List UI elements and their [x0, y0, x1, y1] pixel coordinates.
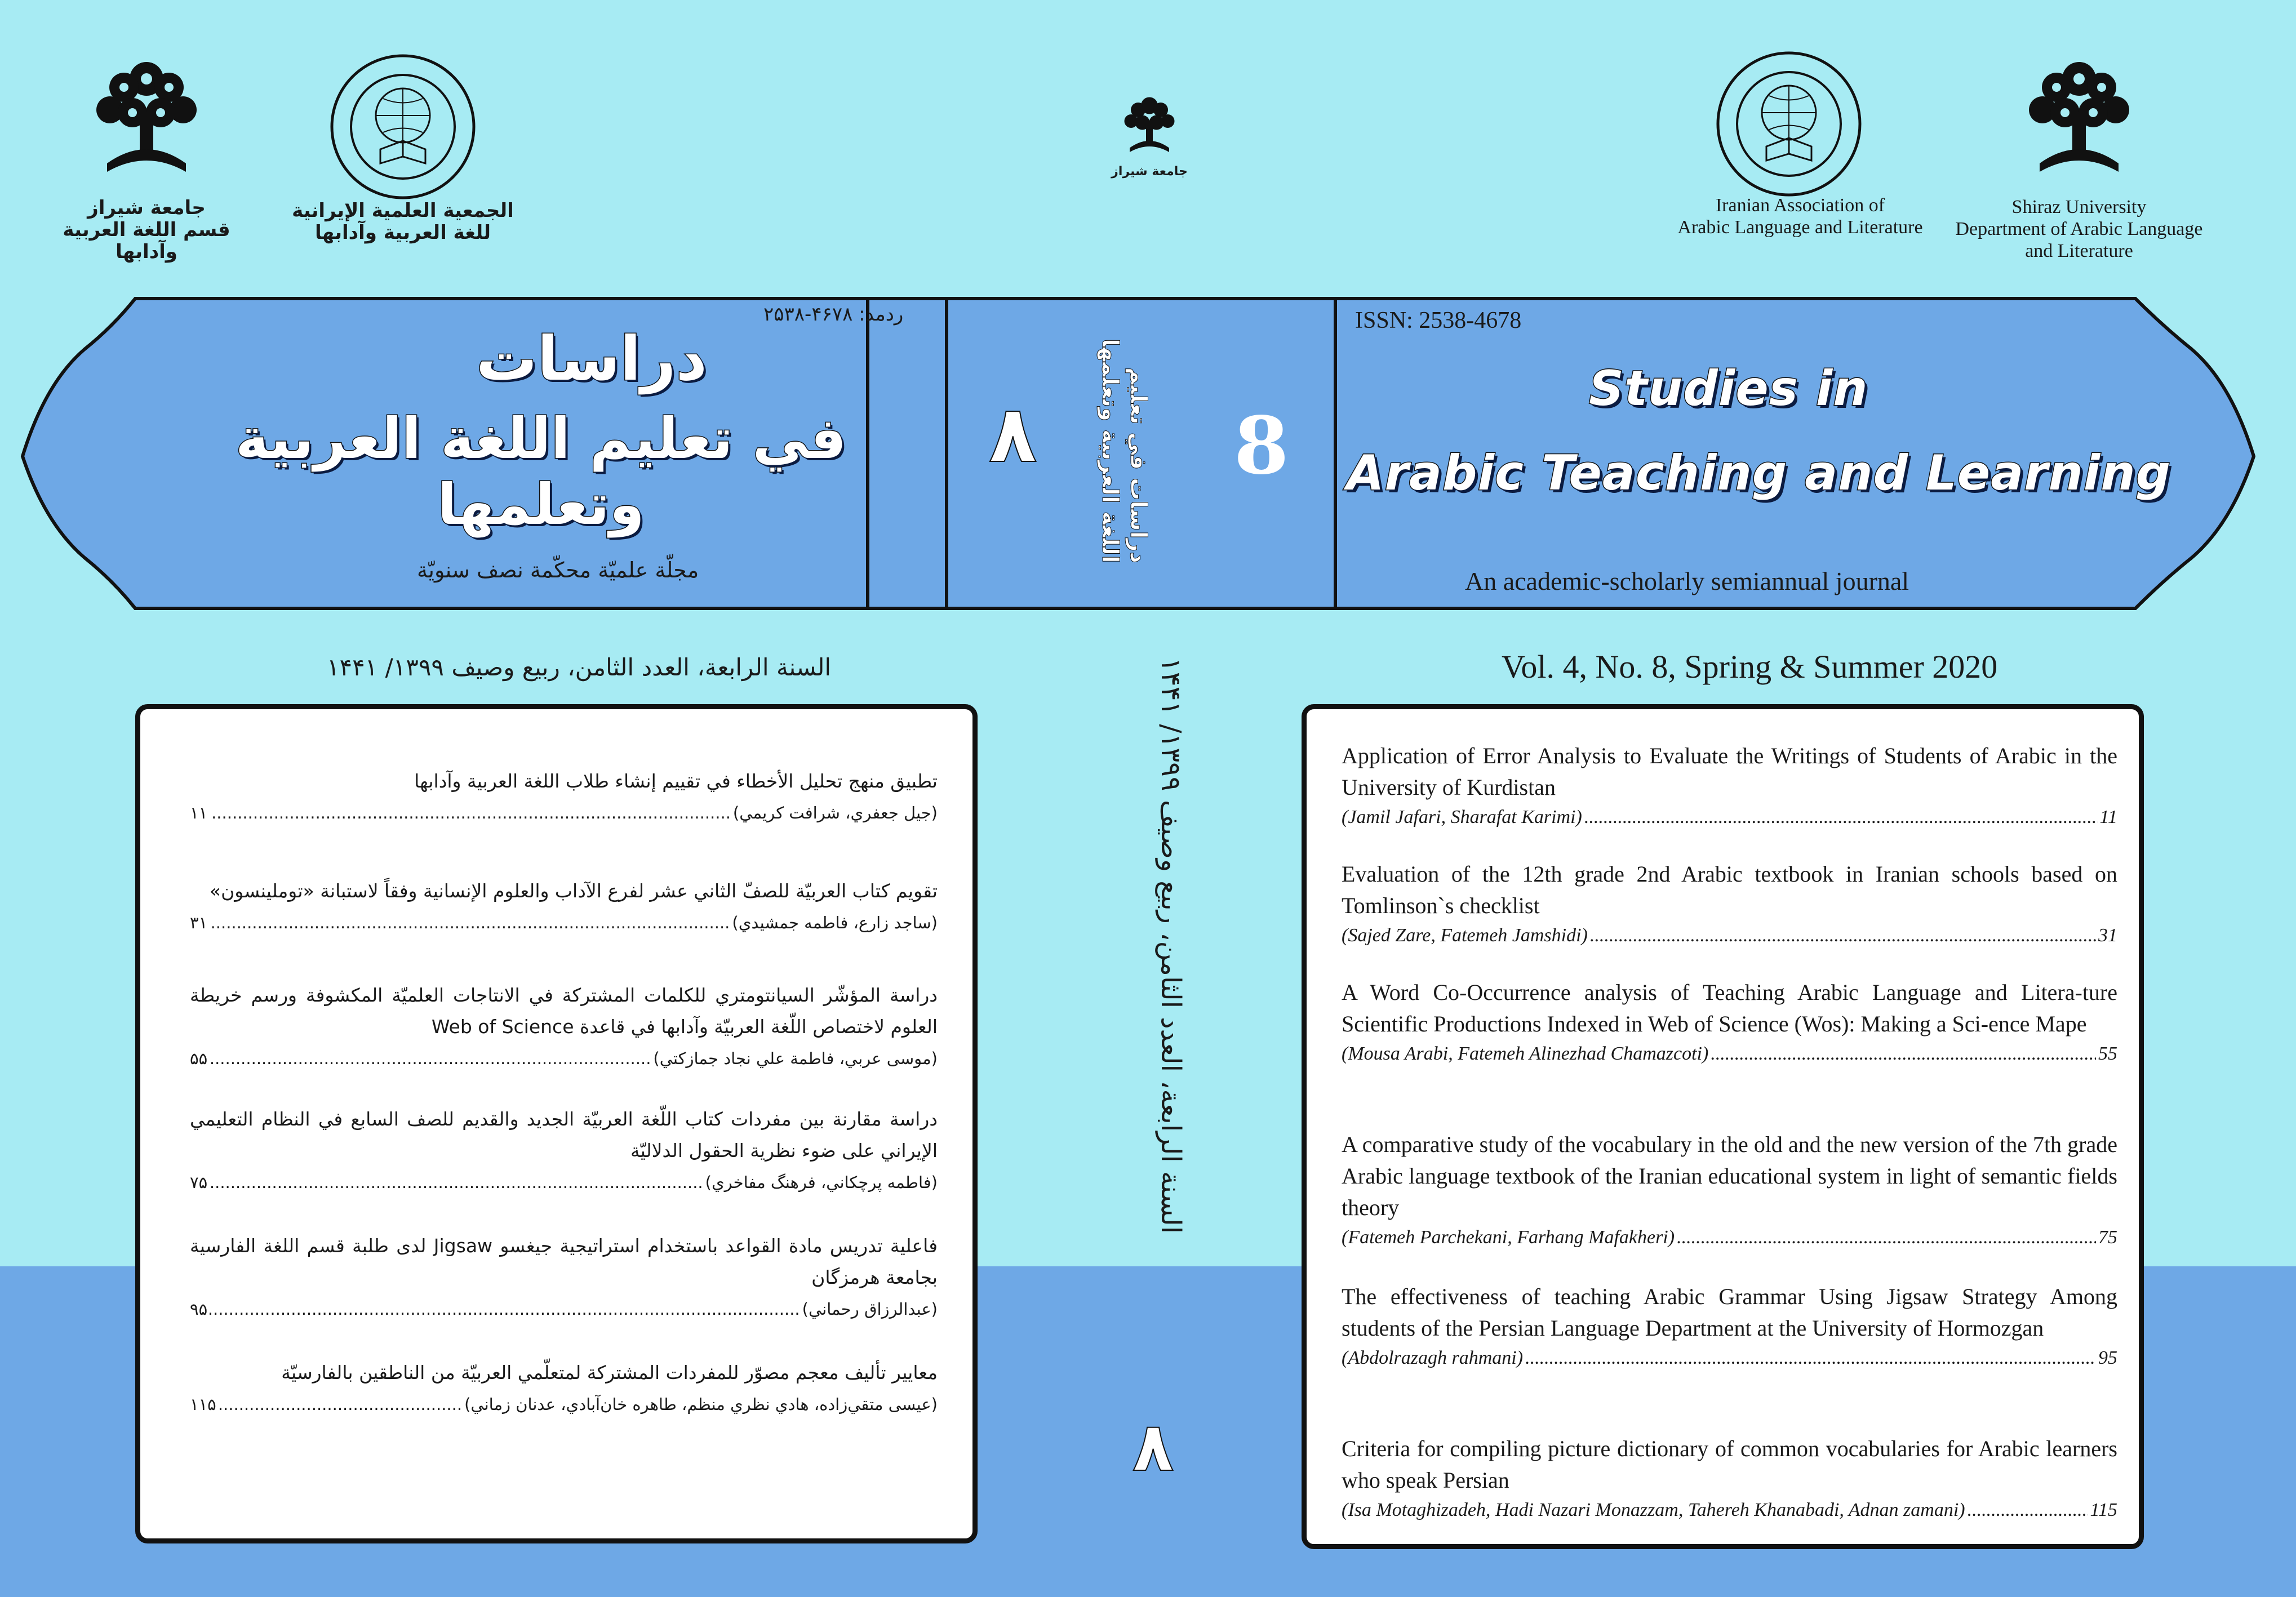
ar-toc-title: فاعلية تدريس مادة القواعد باستخدام استراتيجية جيغسو Jigsaw لدى طلبة قسم اللغة الفارسية بجامعة هرمزگان: [190, 1235, 938, 1288]
ar-toc-title: معايير تأليف معجم مصوّر للمفردات المشتركة لمتعلّمي العربيّة من الناطقين بالفارسيّة: [281, 1362, 938, 1384]
ar-toc-item[interactable]: [190, 875, 938, 938]
dot-leader: [210, 797, 731, 829]
ar-toc-authors: (ساجد زارع، فاطمه جمشيدي): [732, 913, 938, 932]
ar-issn-label: ردمد: ۴۶۷۸-۲۵۳۸: [763, 303, 904, 326]
spine-issue-number: ٨: [1133, 1408, 1174, 1487]
en-toc-item[interactable]: [1342, 1129, 2117, 1252]
shiraz-university-logo-right: [2017, 56, 2141, 186]
dot-leader: [219, 1389, 462, 1420]
left-assoc-caption: [282, 200, 524, 244]
ar-toc-item[interactable]: [190, 1230, 938, 1325]
spine-issue-line: السنة الرابعة، العدد الثامن، ربيع وصيف ۱۳۹۹/ ۱۴۴۱: [1155, 657, 1187, 1234]
dot-leader: [210, 1043, 651, 1074]
ar-toc-authors: (موسى عربي، فاطمة علي نجاد جمازكتي): [653, 1049, 938, 1068]
association-seal-left: [327, 51, 479, 203]
en-subtitle: An academic-scholarly semiannual journal: [1465, 567, 1909, 595]
left-assoc-caption-line1: الجمعية العلمية الإيرانية: [292, 199, 514, 222]
en-toc-page: 95: [2098, 1347, 2117, 1368]
association-seal-right: [1713, 48, 1865, 200]
ar-toc-panel: [135, 704, 978, 1543]
ar-toc-authors: (عبدالرزاق رحماني): [802, 1300, 938, 1319]
spine-title-line1: دراسات في تعليم: [1125, 367, 1151, 563]
dot-leader: [1590, 922, 2096, 950]
en-title-line2: Arabic Teaching and Learning: [1347, 445, 2171, 501]
left-shiraz-caption: [39, 197, 254, 263]
dot-leader: [1711, 1040, 2096, 1068]
ar-toc-page: ۵۵: [190, 1049, 208, 1068]
ar-toc-authors: (فاطمه پرچكاني، فرهنگ مفاخري): [705, 1173, 938, 1192]
left-assoc-caption-line2: للغة العربية وآدابها: [314, 221, 491, 244]
right-shiraz-caption-line2: Department of Arabic Language: [1955, 219, 2203, 240]
ar-toc-title: دراسة مقارنة بين مفردات كتاب اللّغة العربيّة الجديد والقديم للصف السابع في النظام التعليمي الإيراني على ضوء نظرية الحقول الدلاليّة: [190, 1108, 938, 1162]
right-shiraz-caption-line3: and Literature: [2025, 241, 2133, 262]
en-toc-page: 31: [2098, 925, 2117, 946]
right-assoc-caption-line2: Arabic Language and Literature: [1677, 217, 1923, 238]
left-shiraz-caption-line2: قسم اللغة العربية وآدابها: [63, 219, 230, 264]
ar-toc-authors: (جيل جعفري، شرافت كريمي): [732, 803, 938, 822]
en-toc-title: Criteria for compiling picture dictionary of common vocabularies for Arabic learners who speak Persian: [1342, 1436, 2117, 1493]
en-toc-panel: [1302, 704, 2144, 1549]
right-shiraz-caption: [1938, 196, 2220, 262]
shiraz-university-logo-left: [85, 56, 208, 186]
en-toc-title: A Word Co-Occurrence analysis of Teaching Arabic Language and Litera-ture Scientific Productions Indexed in Web of Science (Wos): Making a Sci-ence Mape: [1342, 980, 2117, 1037]
en-toc-page: 115: [2090, 1500, 2117, 1520]
en-toc-title: The effectiveness of teaching Arabic Grammar Using Jigsaw Strategy Among students of the Persian Language Department at the University of Hormozgan: [1342, 1284, 2117, 1341]
ar-toc-page: ۹۵: [190, 1300, 208, 1319]
right-shiraz-caption-line1: Shiraz University: [2011, 197, 2147, 217]
en-toc-page: 55: [2098, 1043, 2117, 1064]
dot-leader: [210, 1293, 800, 1325]
dot-leader: [1584, 803, 2098, 831]
en-toc-authors: (Sajed Zare, Fatemeh Jamshidi): [1342, 925, 1588, 946]
ar-toc-title: تطبيق منهج تحليل الأخطاء في تقييم إنشاء طلاب اللغة العربية وآدابها: [414, 770, 938, 792]
ar-toc-page: ۷۵: [190, 1173, 208, 1192]
en-toc-item[interactable]: [1342, 1433, 2117, 1524]
right-assoc-caption: [1668, 194, 1933, 238]
ar-toc-page: ۱۱۵: [190, 1395, 216, 1414]
ar-toc-page: ۱۱: [190, 803, 208, 822]
en-toc-title: A comparative study of the vocabulary in the old and the new version of the 7th grade Arabic language textbook of the Iranian educational system in light of semantic fields theory: [1342, 1132, 2117, 1220]
ar-toc-title: دراسة المؤشّر السيانتومتري للكلمات المشتركة في الانتاجات العلميّة المكشوفة ورسم خريطة العلوم لاختصاص اللّغة العربيّة وآدابها في قاعدة Web of Science: [190, 984, 938, 1038]
ar-toc-item[interactable]: [190, 980, 938, 1074]
ar-toc-title: تقويم كتاب العربيّة للصفّ الثاني عشر لفرع الآداب والعلوم الإنسانية وفقاً لاستبانة «توملينسون»: [209, 880, 938, 902]
ar-toc-item[interactable]: [190, 766, 938, 829]
en-toc-item[interactable]: [1342, 1281, 2117, 1372]
en-toc-authors: (Mousa Arabi, Fatemeh Alinezhad Chamazcoti): [1342, 1043, 1709, 1064]
dot-leader: [1677, 1224, 2096, 1252]
en-toc-page: 11: [2099, 807, 2117, 828]
dot-leader: [210, 907, 730, 938]
issue-number-en: 8: [1234, 400, 1289, 492]
ar-toc-page: ۳۱: [190, 913, 208, 932]
en-toc-authors: (Fatemeh Parchekani, Farhang Mafakheri): [1342, 1227, 1675, 1248]
ar-title-line1: دراسات: [476, 324, 707, 394]
en-toc-item[interactable]: [1342, 740, 2117, 831]
shiraz-university-logo-center: [1118, 93, 1180, 161]
ar-toc-authors: (عيسى متقي‌زاده، هادي نظري منظم، طاهره خان‌آبادي، عدنان زماني): [464, 1395, 938, 1414]
en-title-line1: Studies in: [1589, 361, 1868, 417]
dot-leader: [1525, 1344, 2096, 1372]
issue-number-ar: ٨: [989, 389, 1037, 481]
en-toc-authors: (Jamil Jafari, Sharafat Karimi): [1342, 807, 1582, 828]
left-shiraz-caption-line1: جامعة شيراز: [87, 197, 206, 219]
dot-leader: [210, 1167, 703, 1198]
en-toc-title: Application of Error Analysis to Evaluate the Writings of Students of Arabic in the University of Kurdistan: [1342, 743, 2117, 800]
en-toc-item[interactable]: [1342, 858, 2117, 950]
ar-subtitle: مجلّة علميّة محكّمة نصف سنويّة: [417, 558, 699, 582]
en-toc-title: Evaluation of the 12th grade 2nd Arabic textbook in Iranian schools based on Tomlinson`s checklist: [1342, 861, 2117, 918]
en-toc-item[interactable]: [1342, 977, 2117, 1068]
right-assoc-caption-line1: Iranian Association of: [1715, 195, 1885, 216]
ar-title-line2: في تعليم اللغة العربية وتعلمها: [235, 406, 847, 537]
issn-label: ISSN: 2538-4678: [1355, 308, 1522, 333]
dot-leader: [1968, 1496, 2088, 1524]
en-toc-authors: (Abdolrazagh rahmani): [1342, 1347, 1524, 1368]
en-toc-authors: (Isa Motaghizadeh, Hadi Nazari Monazzam, Tahereh Khanabadi, Adnan zamani): [1342, 1500, 1965, 1520]
ar-issue-line: السنة الرابعة، العدد الثامن، ربيع وصيف ۱۳۹۹/ ۱۴۴۱: [327, 653, 832, 681]
center-logo-caption: جامعة شيراز: [1111, 164, 1188, 179]
ar-toc-item[interactable]: [190, 1357, 938, 1420]
spine-title: [1096, 339, 1152, 563]
ar-toc-item[interactable]: [190, 1104, 938, 1198]
en-toc-page: 75: [2098, 1227, 2117, 1248]
spine-title-line2: اللغة العربية وتعلمها: [1097, 339, 1123, 563]
en-issue-line: Vol. 4, No. 8, Spring & Summer 2020: [1502, 648, 1998, 685]
